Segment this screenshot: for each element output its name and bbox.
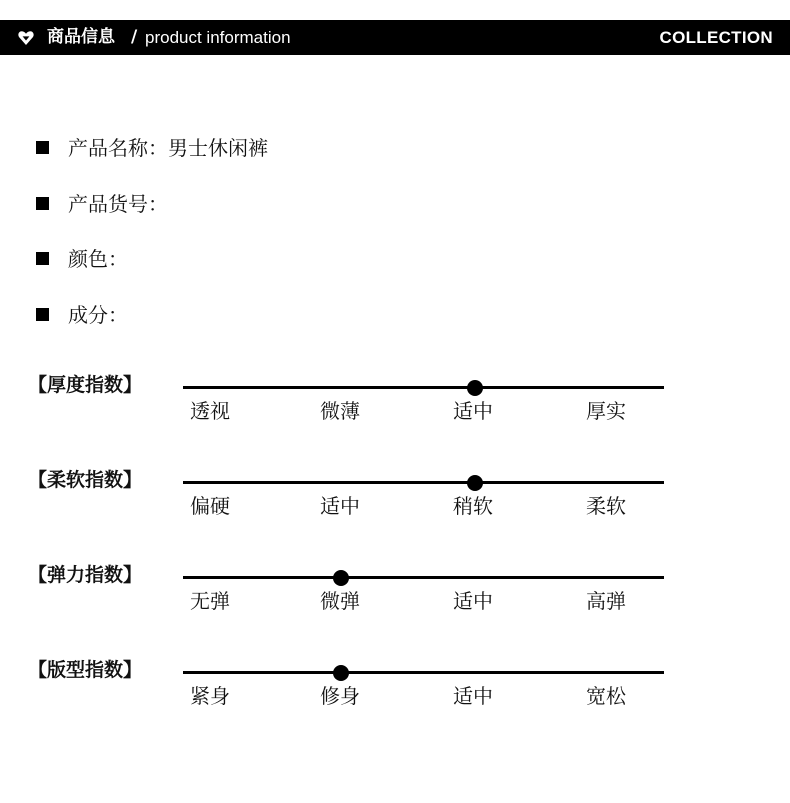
scale-option: 微薄 — [320, 399, 360, 423]
scale-option: 偏硬 — [190, 494, 230, 518]
scale-option: 适中 — [453, 589, 493, 613]
header-subtitle: product information — [145, 28, 291, 47]
scale-line — [183, 386, 664, 389]
scale-indicator-dot — [333, 665, 349, 681]
info-text: 产品名称：男士休闲裤 — [68, 136, 268, 160]
scale-option: 适中 — [453, 684, 493, 708]
heart-icon — [18, 30, 34, 46]
scale-line — [183, 671, 664, 674]
scale-line — [183, 481, 664, 484]
scale-fit — [0, 661, 790, 721]
scale-indicator-dot — [467, 475, 483, 491]
scale-option: 紧身 — [190, 684, 230, 708]
info-text: 产品货号： — [68, 192, 168, 216]
bullet-square-icon — [36, 252, 49, 265]
header-separator: / — [131, 27, 138, 47]
scale-line — [183, 576, 664, 579]
scale-option: 透视 — [190, 399, 230, 423]
scale-option: 柔软 — [586, 494, 626, 518]
scale-indicator-dot — [333, 570, 349, 586]
scale-label: 【弹力指数】 — [28, 564, 143, 586]
bullet-square-icon — [36, 141, 49, 154]
scale-option: 无弹 — [190, 589, 230, 613]
scale-elasticity — [0, 566, 790, 626]
scale-option: 厚实 — [586, 399, 626, 423]
header-bar — [0, 20, 790, 55]
header-title: 商品信息 — [47, 27, 115, 47]
scale-option: 适中 — [453, 399, 493, 423]
collection-label: COLLECTION — [659, 28, 773, 47]
scale-label: 【厚度指数】 — [28, 374, 143, 396]
scale-option: 稍软 — [453, 494, 493, 518]
scale-option: 修身 — [320, 684, 360, 708]
scale-option: 适中 — [320, 494, 360, 518]
scale-option: 微弹 — [320, 589, 360, 613]
info-text: 成分： — [68, 303, 128, 327]
scale-softness — [0, 471, 790, 531]
scale-option: 宽松 — [586, 684, 626, 708]
bullet-square-icon — [36, 197, 49, 210]
scale-indicator-dot — [467, 380, 483, 396]
scale-option: 高弹 — [586, 589, 626, 613]
scale-label: 【版型指数】 — [28, 659, 143, 681]
info-text: 颜色： — [68, 247, 128, 271]
scale-thickness — [0, 376, 790, 436]
bullet-square-icon — [36, 308, 49, 321]
scale-label: 【柔软指数】 — [28, 469, 143, 491]
